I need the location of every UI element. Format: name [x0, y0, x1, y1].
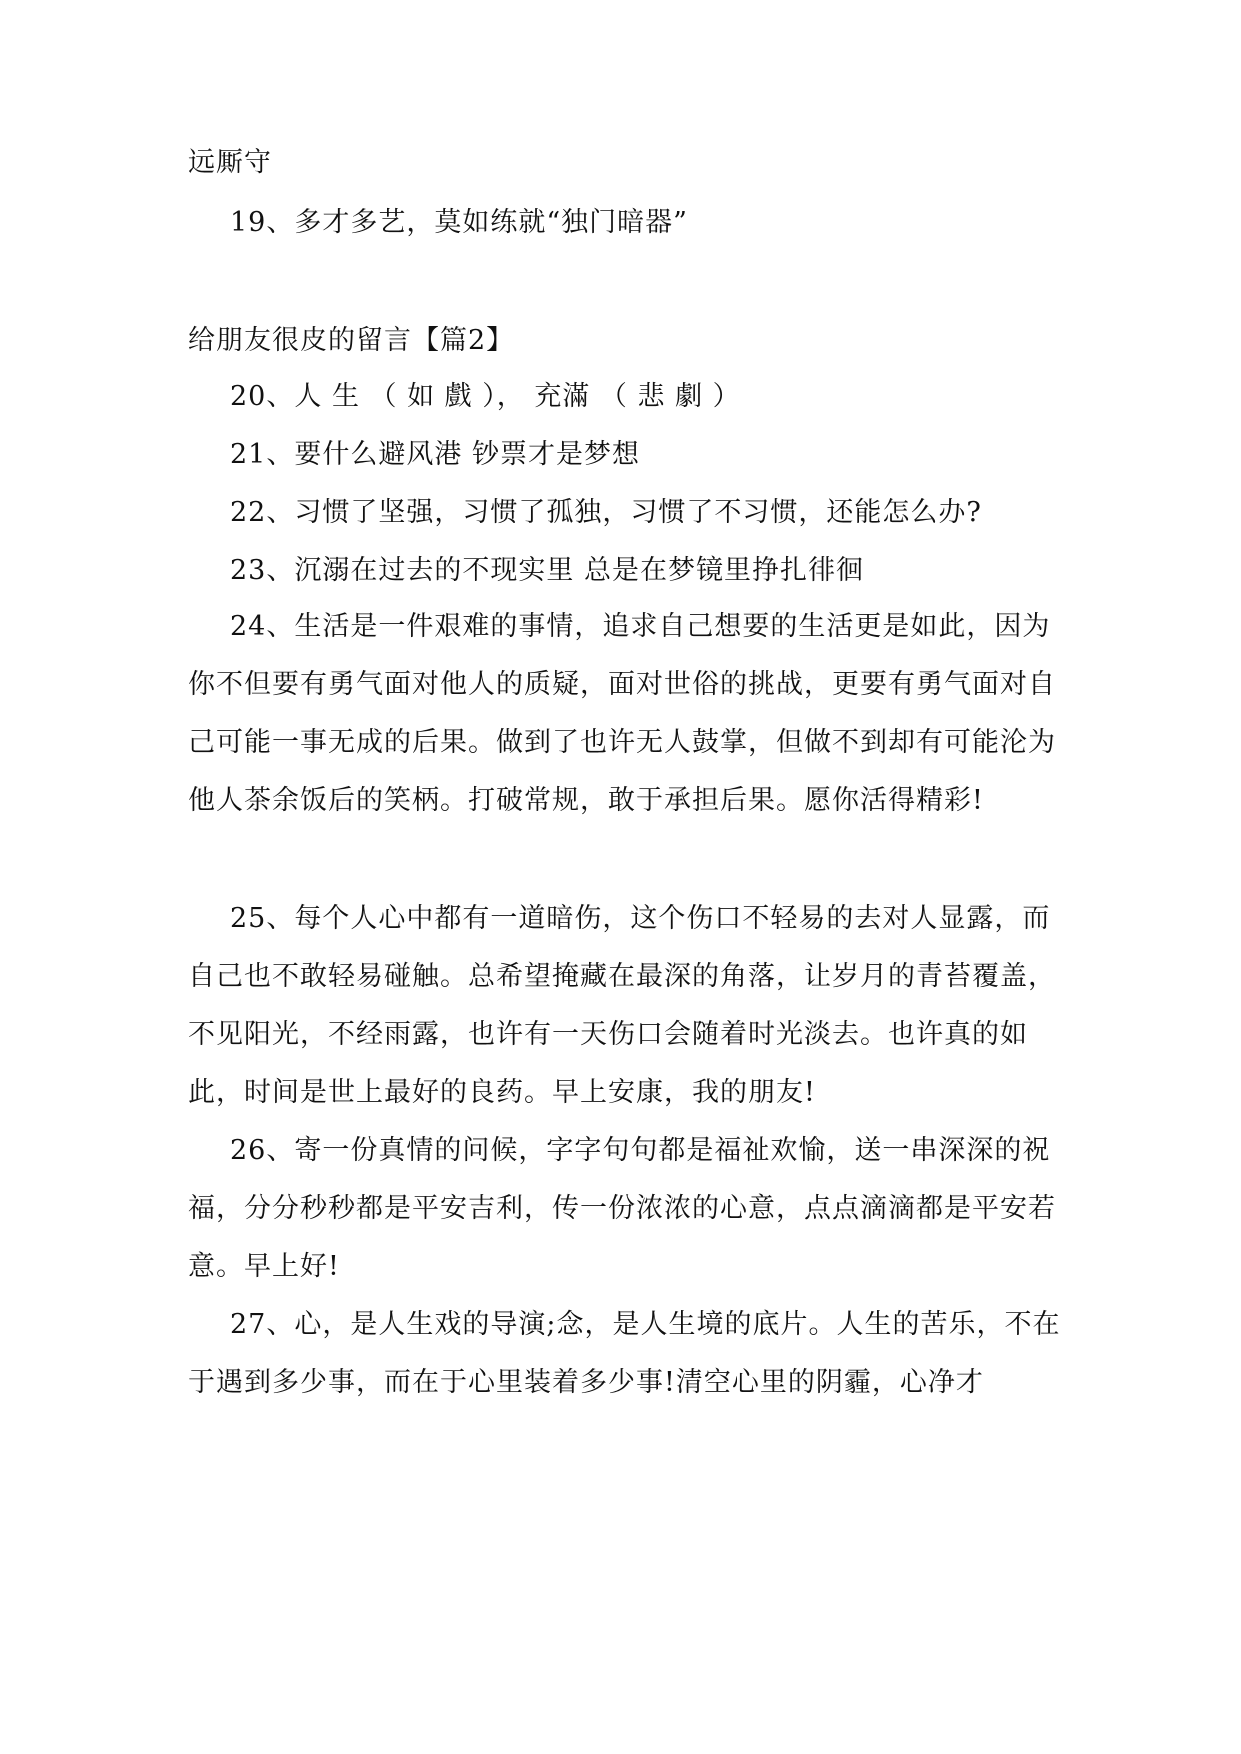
list-item-20: 20、人 生 （ 如 戲 ）， 充滿 （ 悲 劇 ） [230, 381, 741, 412]
list-item-22: 22、习惯了坚强，习惯了孤独，习惯了不习惯，还能怎么办? [230, 497, 982, 528]
list-item-25: 25、每个人心中都有一道暗伤，这个伤口不轻易的去对人显露，而自己也不敢轻易碰触。总希望掩藏在最深的角落，让岁月的青苔覆盖，不见阳光，不经雨露，也许有一天伤口会随着时光淡去。也许真的如此，时间是世上最好的良药。早上安康，我的朋友! [188, 903, 1056, 1108]
section-heading: 给朋友很皮的留言【篇2】 [188, 325, 515, 356]
list-item-27: 27、心，是人生戏的导演;念，是人生境的底片。人生的苦乐，不在于遇到多少事，而在于心里装着多少事!清空心里的阴霾，心净才 [188, 1309, 1061, 1398]
previous-item-tail: 远厮守 [188, 147, 272, 178]
list-item-21: 21、要什么避风港 钞票才是梦想 [230, 439, 640, 470]
list-item-23: 23、沉溺在过去的不现实里 总是在梦镜里挣扎徘徊 [230, 555, 864, 586]
list-item-19: 19、多才多艺，莫如练就“独门暗器” [230, 207, 688, 238]
list-item-26: 26、寄一份真情的问候，字字句句都是福祉欢愉，送一串深深的祝福，分分秒秒都是平安吉利，传一份浓浓的心意，点点滴滴都是平安若意。早上好! [188, 1135, 1056, 1282]
list-item-24: 24、生活是一件艰难的事情，追求自己想要的生活更是如此，因为你不但要有勇气面对他人的质疑，面对世俗的挑战，更要有勇气面对自己可能一事无成的后果。做到了也许无人鼓掌，但做不到却有可能沦为他人茶余饭后的笑柄。打破常规，敢于承担后果。愿你活得精彩! [188, 611, 1056, 816]
